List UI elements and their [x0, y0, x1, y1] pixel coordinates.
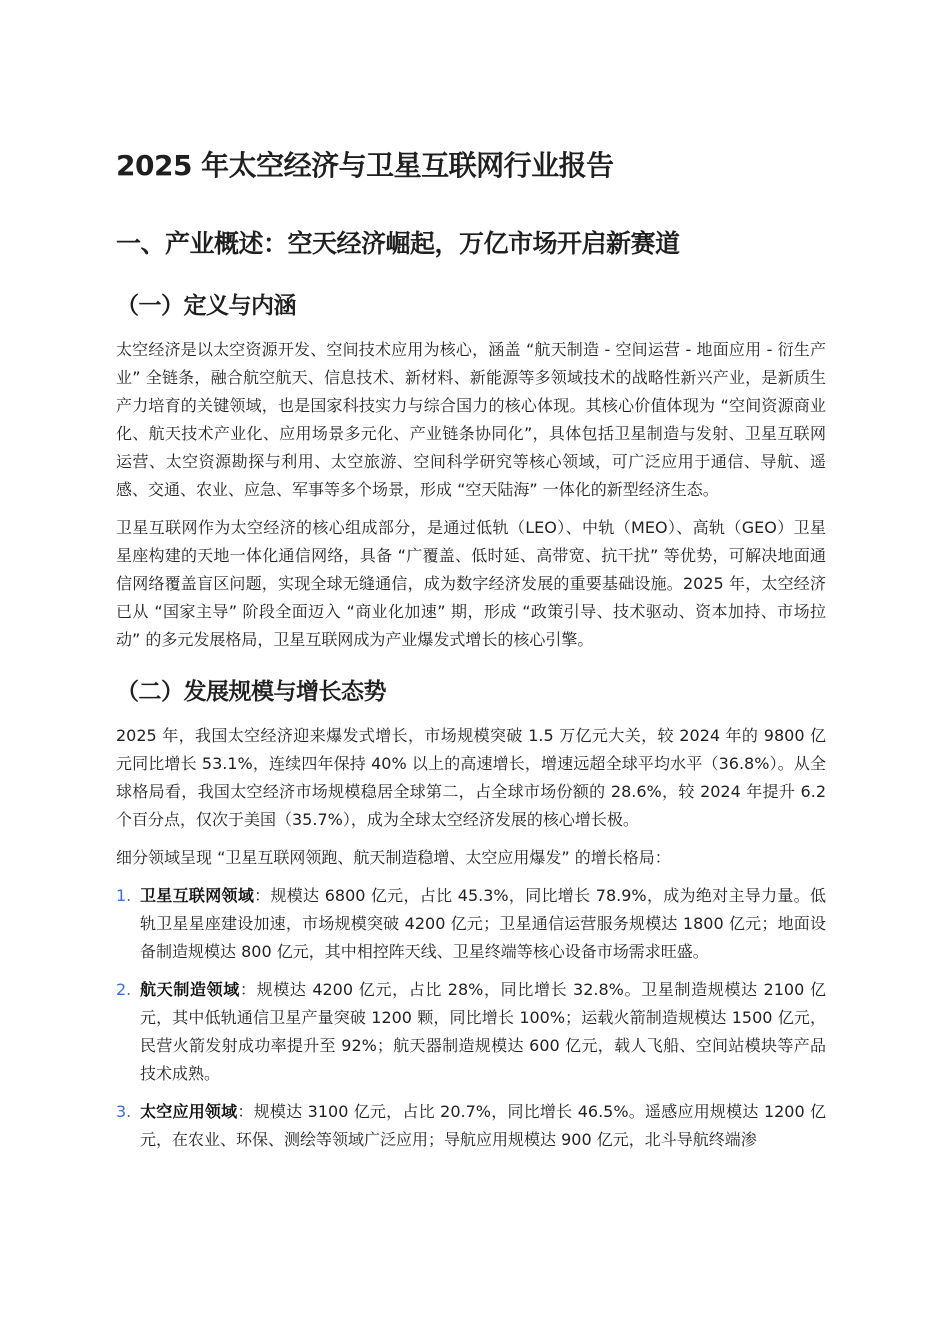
paragraph-scale: 2025 年，我国太空经济迎来爆发式增长，市场规模突破 1.5 万亿元大关，较 2024 年的 9800 亿元同比增长 53.1%，连续四年保持 40% 以上的高速增长，增速远超全球平均水平（36.8%）。从全球格局看，我国太空经济市场规模稳居全球第二，占全球市场份额的 28.6%，较 2024 年提升 6.2 个百分点，仅次于美国（35.7%），成为全球太空经济发展的核心增长极。 — [116, 726, 826, 829]
list-item — [116, 882, 826, 966]
section-heading-overview: 一、产业概述：空天经济崛起，万亿市场开启新赛道 — [116, 229, 680, 258]
list-item — [116, 1098, 826, 1154]
list-item-term: 太空应用领域 — [140, 1102, 238, 1121]
list-number: 2. — [116, 980, 132, 999]
subsection-heading-scale: （二）发展规模与增长态势 — [116, 679, 386, 705]
list-item-text: ：规模达 6800 亿元，占比 45.3%，同比增长 78.9%，成为绝对主导力量。低轨卫星星座建设加速，市场规模突破 4200 亿元；卫星通信运营服务规模达 1800 亿元；地面设备制造规模达 800 亿元，其中相控阵天线、卫星终端等核心设备市场需求旺盛。 — [140, 886, 826, 961]
paragraph-definition: 太空经济是以太空资源开发、空间技术应用为核心，涵盖 “航天制造 - 空间运营 - 地面应用 - 衍生产业” 全链条，融合航空航天、信息技术、新材料、新能源等多领域技术的战略性新兴产业，是新质生产力培育的关键领域，也是国家科技实力与综合国力的核心体现。其核心价值体现为 “空间资源商业化、航天技术产业化、应用场景多元化、产业链条协同化”，具体包括卫星制造与发射、卫星互联网运营、太空资源勘探与利用、太空旅游、空间科学研究等核心领域，可广泛应用于通信、导航、遥感、交通、农业、应急、军事等多个场景，形成 “空天陆海” 一体化的新型经济生态。 — [116, 340, 826, 499]
paragraph-segments-intro: 细分领域呈现 “卫星互联网领跑、航天制造稳增、太空应用爆发” 的增长格局： — [116, 848, 671, 867]
list-number: 3. — [116, 1102, 132, 1121]
list-item-term: 航天制造领域 — [140, 980, 240, 999]
subsection-heading-definition: （一）定义与内涵 — [116, 293, 296, 319]
segments-list — [116, 882, 826, 1154]
list-item-text: ：规模达 4200 亿元，占比 28%，同比增长 32.8%。卫星制造规模达 2100 亿元，其中低轨通信卫星产量突破 1200 颗，同比增长 100%；运载火箭制造规模达 1500 亿元，民营火箭发射成功率提升至 92%；航天器制造规模达 600 亿元，载人飞船、空间站模块等产品技术成熟。 — [140, 980, 826, 1083]
list-item — [116, 976, 826, 1088]
paragraph-satellite-internet: 卫星互联网作为太空经济的核心组成部分，是通过低轨（LEO）、中轨（MEO）、高轨（GEO）卫星星座构建的天地一体化通信网络，具备 “广覆盖、低时延、高带宽、抗干扰” 等优势，可解决地面通信网络覆盖盲区问题，实现全球无缝通信，成为数字经济发展的重要基础设施。2025 年，太空经济已从 “国家主导” 阶段全面迈入 “商业化加速” 期，形成 “政策引导、技术驱动、资本加持、市场拉动” 的多元发展格局，卫星互联网成为产业爆发式增长的核心引擎。 — [116, 518, 826, 649]
list-item-text: ：规模达 3100 亿元，占比 20.7%，同比增长 46.5%。遥感应用规模达 1200 亿元，在农业、环保、测绘等领域广泛应用；导航应用规模达 900 亿元，北斗导航终端渗 — [140, 1102, 826, 1149]
document-title: 2025 年太空经济与卫星互联网行业报告 — [116, 149, 614, 182]
list-number: 1. — [116, 886, 132, 905]
list-item-term: 卫星互联网领域 — [140, 886, 255, 905]
